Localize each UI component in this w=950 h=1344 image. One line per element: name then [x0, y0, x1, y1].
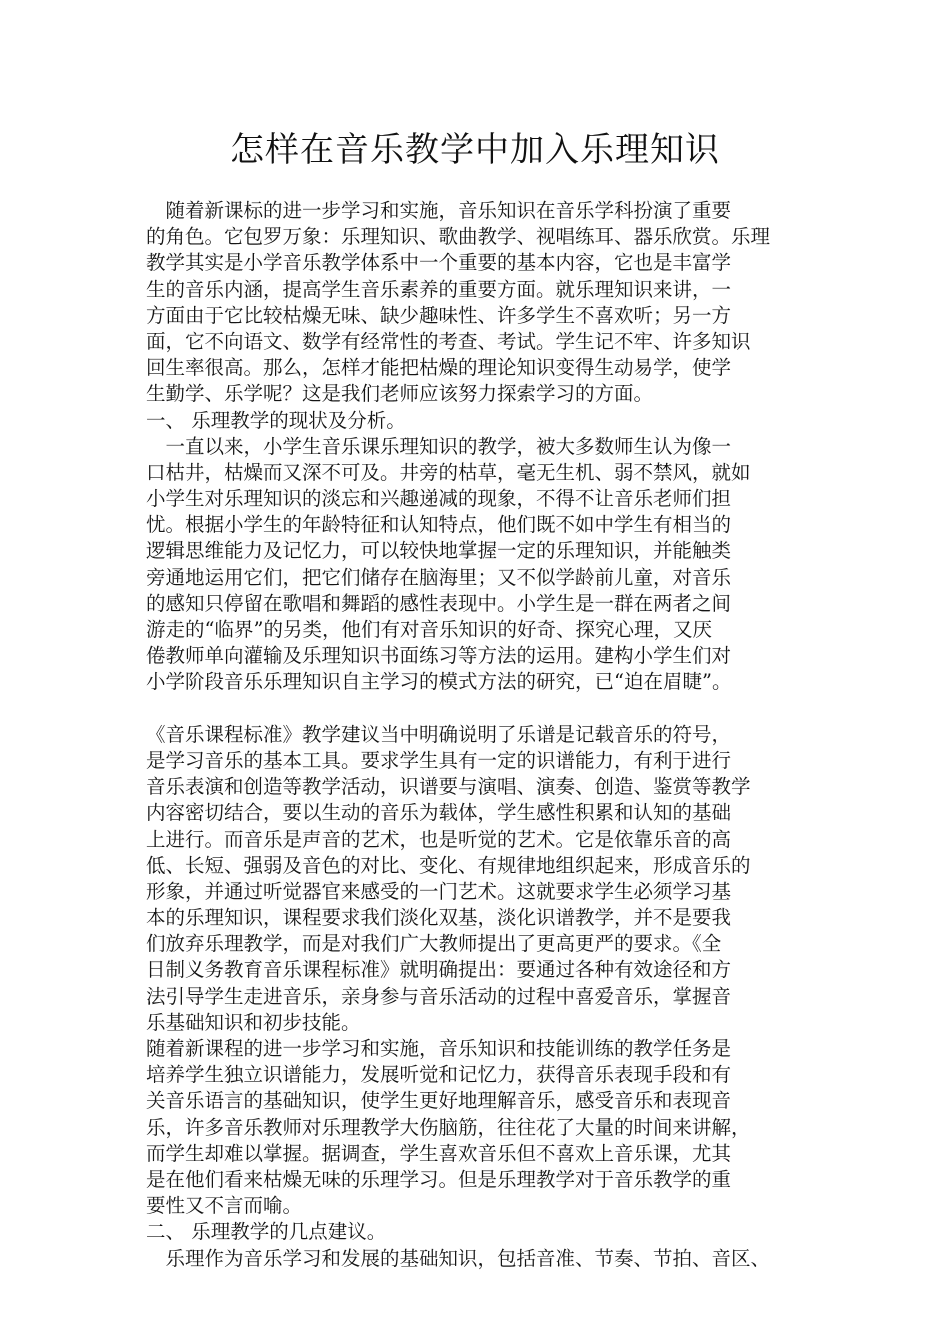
body-text-line: 小学阶段音乐乐理知识自主学习的模式方法的研究，已“迫在眉睫”。 — [146, 670, 732, 694]
body-text-line: 回生率很高。那么，怎样才能把枯燥的理论知识变得生动易学，使学 — [146, 356, 732, 380]
body-text-line: 法引导学生走进音乐，亲身参与音乐活动的过程中喜爱音乐，掌握音 — [146, 984, 732, 1008]
body-text-line: 《音乐课程标准》教学建议当中明确说明了乐谱是记载音乐的符号， — [146, 722, 732, 746]
body-text-line: 方面由于它比较枯燥无味、缺少趣味性、许多学生不喜欢听；另一方 — [146, 303, 732, 327]
body-text-line: 乐，许多音乐教师对乐理教学大伤脑筋，往往花了大量的时间来讲解， — [146, 1115, 751, 1139]
blank-line — [146, 696, 822, 722]
body-text-line: 一、 乐理教学的现状及分析。 — [146, 408, 406, 432]
body-text-line: 上进行。而音乐是声音的艺术，也是听觉的艺术。它是依靠乐音的高 — [146, 827, 732, 851]
document-title: 怎样在音乐教学中加入乐理知识 — [230, 130, 720, 170]
body-text-line: 日制义务教育音乐课程标准》就明确提出：要通过各种有效途径和方 — [146, 958, 732, 982]
body-text-line: 的角色。它包罗万象：乐理知识、歌曲教学、视唱练耳、器乐欣赏。乐理 — [146, 225, 771, 249]
body-text-line: 而学生却难以掌握。据调查，学生喜欢音乐但不喜欢上音乐课，尤其 — [146, 1141, 732, 1165]
body-text-line: 关音乐语言的基础知识，使学生更好地理解音乐，感受音乐和表现音 — [146, 1089, 732, 1113]
body-text-line: 逻辑思维能力及记忆力，可以较快地掌握一定的乐理知识，并能触类 — [146, 539, 732, 563]
body-text-line: 培养学生独立识谱能力，发展听觉和记忆力，获得音乐表现手段和有 — [146, 1063, 732, 1087]
body-text-line: 本的乐理知识，课程要求我们淡化双基，淡化识谱教学，并不是要我 — [146, 906, 732, 930]
body-text-line: 音乐表演和创造等教学活动，识谱要与演唱、演奏、创造、鉴赏等教学 — [146, 775, 751, 799]
body-text-line: 形象，并通过听觉器官来感受的一门艺术。这就要求学生必须学习基 — [146, 879, 732, 903]
body-text-line: 随着新课程的进一步学习和实施，音乐知识和技能训练的教学任务是 — [146, 1037, 732, 1060]
body-text-line: 旁通地运用它们，把它们储存在脑海里；又不似学龄前儿童，对音乐 — [146, 565, 732, 589]
body-text-line: 忧。根据小学生的年龄特征和认知特点，他们既不如中学生有相当的 — [146, 513, 732, 537]
body-text-line: 口枯井，枯燥而又深不可及。井旁的枯草，毫无生机、弱不禁风，就如 — [146, 460, 751, 484]
body-text-line: 是学习音乐的基本工具。要求学生具有一定的识谱能力，有利于进行 — [146, 748, 732, 772]
body-text-line: 游走的“临界”的另类，他们有对音乐知识的好奇、探究心理，又厌 — [146, 618, 712, 641]
body-text-line: 随着新课标的进一步学习和实施，音乐知识在音乐学科扮演了重要 — [146, 199, 732, 222]
body-text-line: 教学其实是小学音乐教学体系中一个重要的基本内容，它也是丰富学 — [146, 251, 732, 275]
body-text-line: 生勤学、乐学呢？这是我们老师应该努力探索学习的方面。 — [146, 382, 654, 406]
body-text-line: 面，它不向语文、数学有经常性的考查、考试。学生记不牢、许多知识 — [146, 329, 751, 353]
body-text-line: 一直以来，小学生音乐课乐理知识的教学，被大多数师生认为像一 — [146, 434, 732, 458]
body-text-line: 小学生对乐理知识的淡忘和兴趣递减的现象，不得不让音乐老师们担 — [146, 487, 732, 511]
body-text-line: 要性又不言而喻。 — [146, 1194, 303, 1218]
body-text-line: 乐理作为音乐学习和发展的基础知识，包括音准、节奏、节拍、音区、 — [146, 1246, 771, 1270]
body-text-line: 乐基础知识和初步技能。 — [146, 1010, 361, 1034]
body-text-line: 低、长短、强弱及音色的对比、变化、有规律地组织起来，形成音乐的 — [146, 853, 751, 877]
body-text-line: 生的音乐内涵，提高学生音乐素养的重要方面。就乐理知识来讲，一 — [146, 277, 732, 301]
body-text-line: 们放弃乐理教学，而是对我们广大教师提出了更高更严的要求。《全 — [146, 932, 722, 956]
body-text-line: 内容密切结合，要以生动的音乐为载体，学生感性积累和认知的基础 — [146, 801, 732, 825]
body-text-line: 二、 乐理教学的几点建议。 — [146, 1220, 387, 1244]
body-text-line: 倦教师单向灌输及乐理知识书面练习等方法的运用。建构小学生们对 — [146, 644, 732, 668]
document-body — [146, 198, 822, 1272]
body-text-line: 的感知只停留在歌唱和舞蹈的感性表现中。小学生是一群在两者之间 — [146, 591, 732, 615]
body-text-line: 是在他们看来枯燥无味的乐理学习。但是乐理教学对于音乐教学的重 — [146, 1167, 732, 1191]
